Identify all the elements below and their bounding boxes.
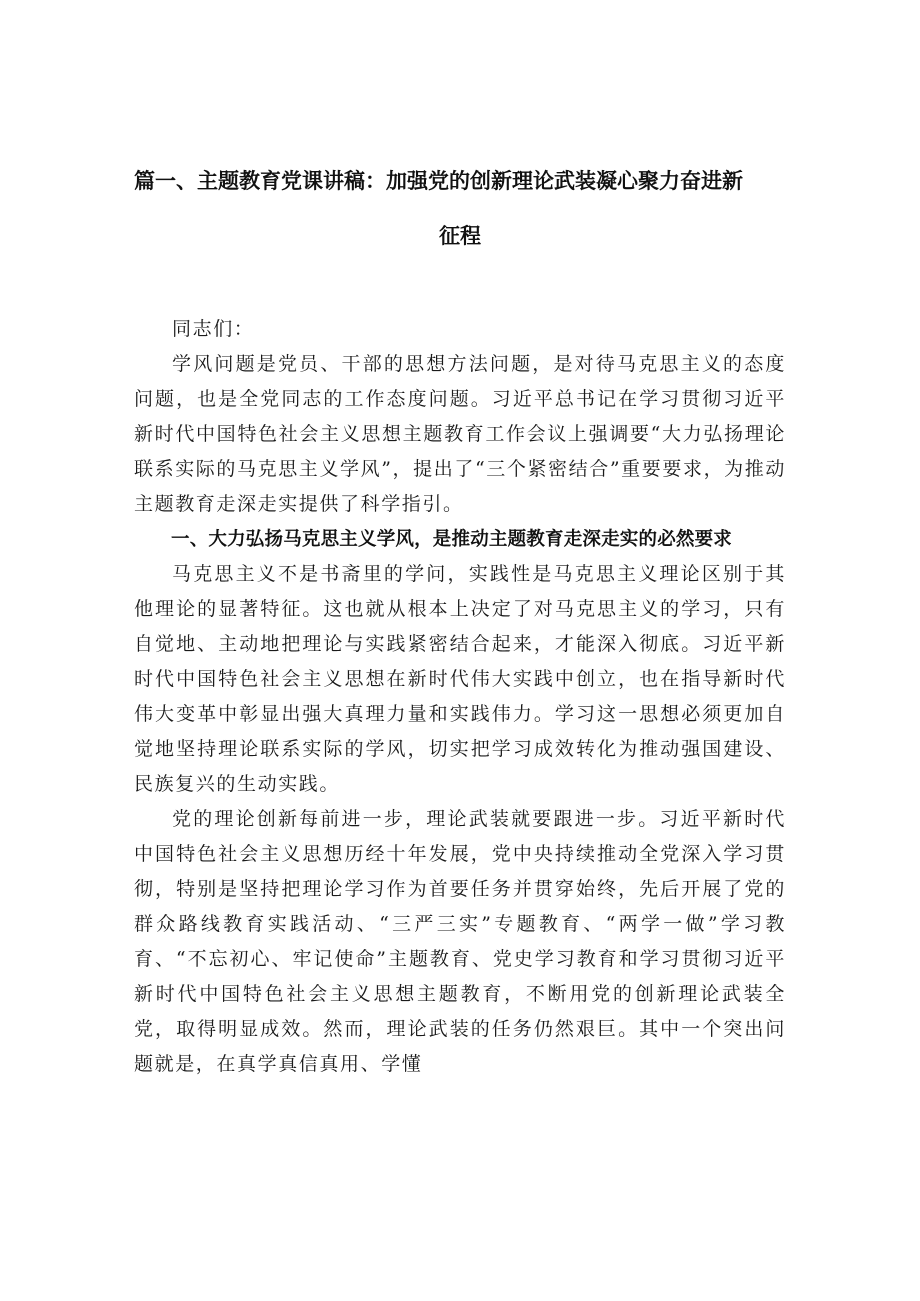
document-title-line-1: 篇一、主题教育党课讲稿：加强党的创新理论武装凝心聚力奋进新 (134, 169, 743, 193)
paragraph-section1-2: 党的理论创新每前进一步，理论武装就要跟进一步。习近平新时代中国特色社会主义思想历经十年发展，党中央持续推动全党深入学习贯彻，特别是坚持把理论学习作为首要任务并贯穿始终，先后开展了党的群众路线教育实践活动、“三严三实”专题教育、“两学一做”学习教育、“不忘初心、牢记使命”主题教育、党史学习教育和学习贯彻习近平新时代中国特色社会主义思想主题教育，不断用党的创新理论武装全党，取得明显成效。然而，理论武装的任务仍然艰巨。其中一个突出问题就是，在真学真信真用、学懂 (134, 808, 786, 1075)
document-body (134, 312, 786, 1082)
section-heading-1: 一、大力弘扬马克思主义学风，是推动主题教育走深走实的必然要求 (171, 529, 733, 550)
paragraph-intro: 学风问题是党员、干部的思想方法问题，是对待马克思主义的态度问题，也是全党同志的工作态度问题。习近平总书记在学习贯彻习近平新时代中国特色社会主义思想主题教育工作会议上强调要“大力弘扬理论联系实际的马克思主义学风”，提出了“三个紧密结合”重要要求，为推动主题教育走深走实提供了科学指引。 (134, 353, 786, 515)
salutation: 同志们： (172, 318, 255, 340)
document-title-line-2: 征程 (439, 224, 481, 248)
paragraph-section1-1: 马克思主义不是书斋里的学问，实践性是马克思主义理论区别于其他理论的显著特征。这也就从根本上决定了对马克思主义的学习，只有自觉地、主动地把理论与实践紧密结合起来，才能深入彻底。习近平新时代中国特色社会主义思想在新时代伟大实践中创立，也在指导新时代伟大变革中彰显出强大真理力量和实践伟力。学习这一思想必须更加自觉地坚持理论联系实际的学风，切实把学习成效转化为推动强国建设、民族复兴的生动实践。 (134, 563, 786, 795)
